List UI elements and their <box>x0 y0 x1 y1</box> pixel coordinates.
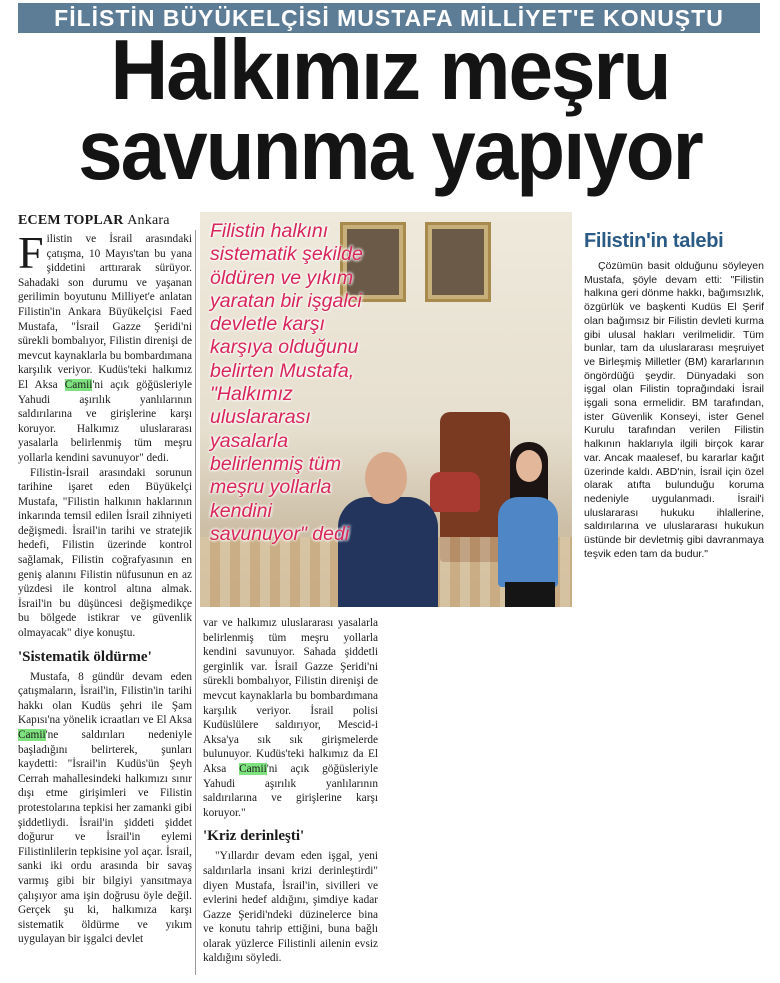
sidebar-paragraph: Çözümün basit olduğunu söyleyen Mustafa, şöyle devam etti: "Filistin halkına geri dönme hakkı, bağımsızlık, özgürlük ve başkenti Kudüs El Şerif olan bağımsız bir Filistin devleti kurma gibi ulusal hakları verilmelidir. Tüm bunlar, tam da uluslararası meşruiyet ve Birleşmiş Milletler (BM) kararlarının öngördüğü şeydir. Dünyadaki son işgal olan Filistin toprağındaki İsrail işgali sona ermelidir. BM tarafından, ister Güvenlik Konseyi, ister Genel Kurulu tarafından verilen Filistin halkının haklarıyla ilgili birçok karar var. Ancak maalesef, bu kararlar kağıt üzerinde kaldı. ABD'nin, İsrail için özel olarak atıfta bulunduğu koruma nedeniyle uygulanmadı. İsrail'i uluslararası hukuku ihlallerine, saldırılarına ve uluslararası hukukun üstünde bir devletmiş gibi davranmaya teşvik eden tam da budur." <box>584 260 764 560</box>
article-paragraph: Filistin ve İsrail arasındaki çatışma, 10 Mayıs'tan bu yana şiddetini arttırarak sürüyor. Sahadaki son durumu ve yaşanan gerilimin boyutunu Milliyet'e anlatan Filistin'in Ankara Büyükelçisi Faed Mustafa, "İsrail Gazze Şeridi'ni sürekli bombalıyor, Filistin direnişi de mevcut kaynaklarla bu bombardımana karşılık veriyor. Kudüs'teki halkımız El Aksa Camii'ni açık göğüsleriyle Yahudi aşırılık yanlılarının saldırılarına ve girişlerine karşı koruyor. Halkımız uluslararası yasalarla belirlenmiş tüm meşru yollarla kendini savunuyor" dedi. <box>18 227 192 464</box>
drop-cap: F <box>18 227 44 278</box>
person-man-head <box>365 452 407 504</box>
sidebar-body <box>584 260 764 561</box>
article-paragraph: var ve halkımız uluslararası yasalarla belirlenmiş tüm meşru yollarla kendini savunuyor. Sahada şiddetli gerginlik var. İsrail Gazze Şeridi'ni sürekli bombalıyor, Filistin direnişi de mevcut kaynaklarla bu bombardımana karşılık veriyor. İsrail polisi Kudüslülere saldırıyor, Mescid-i Aksa'ya sık sık girişmelerde bulunuyor. Kudüs'teki halkımız da El Aksa Camii'ni açık göğüsleriyle Yahudi aşırılık yanlılarının saldırılarına ve girişlerine karşı koruyor." <box>203 617 378 819</box>
byline-city: Ankara <box>127 213 170 228</box>
person-woman-head <box>516 450 542 482</box>
article-paragraph: "Yıllardır devam eden işgal, yeni saldırılarla insani krizi derinleştirdi" diyen Mustafa, İsrail'in, sivilleri ve evlerini hedef aldığını, şimdiye kadar Gazze Şeridi'ndeki düzinelerce bina ve konutu tahrip ettiğini, buna bağlı olarak yüzlerce Filistinli ailenin evsiz kaldığını söyledi. <box>203 850 378 965</box>
headline-line-1: Halkımız meşru <box>110 21 670 118</box>
headline <box>10 21 770 198</box>
article-column-1 <box>18 227 192 947</box>
article-paragraph: Mustafa, 8 gündür devam eden çatışmaların, İsrail'in, Filistin'in tarihi hakkı olan Kudüs şehri ile Şam Kapısı'na yönelik icraatları ve El Aksa Camii'ne saldırıları nedeniyle başladığını belirterek, şunları kaydetti: "İsrail'in Kudüs'ün Şeyh Cerrah mahallesindeki halkımızı sınır dışı etme girişimleri ve Filistin protestolarına tepkisi her zamanki gibi şiddetliydi. İsrail'in şiddeti şiddet doğurur ve İsrail'in eylemi Filistinlilerin tepkisine yol açar. İsrail, sanki iki ordu arasında bir savaş varmış gibi bir bilgiyi yansıtmaya çalışıyor ama işin doğrusu öyle değil. Gerçek şu ki, halkımıza karşı sistematik öldürme ve yıkım uygulayan bir işgalci devlet <box>18 670 192 946</box>
column-rule-1 <box>195 230 196 975</box>
article-paragraph: Filistin-İsrail arasındaki sorunun tarihine işaret eden Büyükelçi Mustafa, "Filistin halkının haklarının inkarında temsil edilen İsrail zihniyeti değişmedi. İsrail'in tarihi ve stratejik hedefi, Filistin üzerinde kontrol sağlamak, Filistin coğrafyasının en geniş alanını Filistin nüfusunun en az yüzdesi ile kontrol altına almak. İsrail'in bu düşüncesi değişmedikçe bu bölgede istikrar ve güvenlik olmayacak" diye konuştu. <box>18 466 192 640</box>
highlighted-word: Camii <box>64 378 93 391</box>
person-woman <box>498 497 558 587</box>
chair <box>430 472 480 512</box>
subhead-kriz: 'Kriz derinleşti' <box>203 828 305 845</box>
headline-line-2: savunma yapıyor <box>78 101 702 198</box>
person-woman-skirt <box>505 582 555 607</box>
portrait-frame-right <box>425 222 491 302</box>
article-column-2 <box>203 616 378 966</box>
sidebar-title: Filistin'in talebi <box>584 230 724 252</box>
highlighted-word: Camii <box>18 729 46 741</box>
pull-quote: Filistin halkını sistematik şekilde öldüren ve yıkım yaratan bir işgalci devletle karşı karşıya olduğunu belirten Mustafa, "Halkımız uluslararası yasalarla belirlenmiş tüm meşru yollarla kendini savunuyor" dedi <box>210 220 363 545</box>
byline-author: ECEM TOPLAR <box>18 213 124 228</box>
kicker-banner: FİLİSTİN BÜYÜKELÇİSİ MUSTAFA MİLLİYET'E KONUŞTU <box>18 3 760 33</box>
subhead-sistematik: 'Sistematik öldürme' <box>18 648 152 665</box>
highlighted-word: Camii <box>239 762 267 775</box>
